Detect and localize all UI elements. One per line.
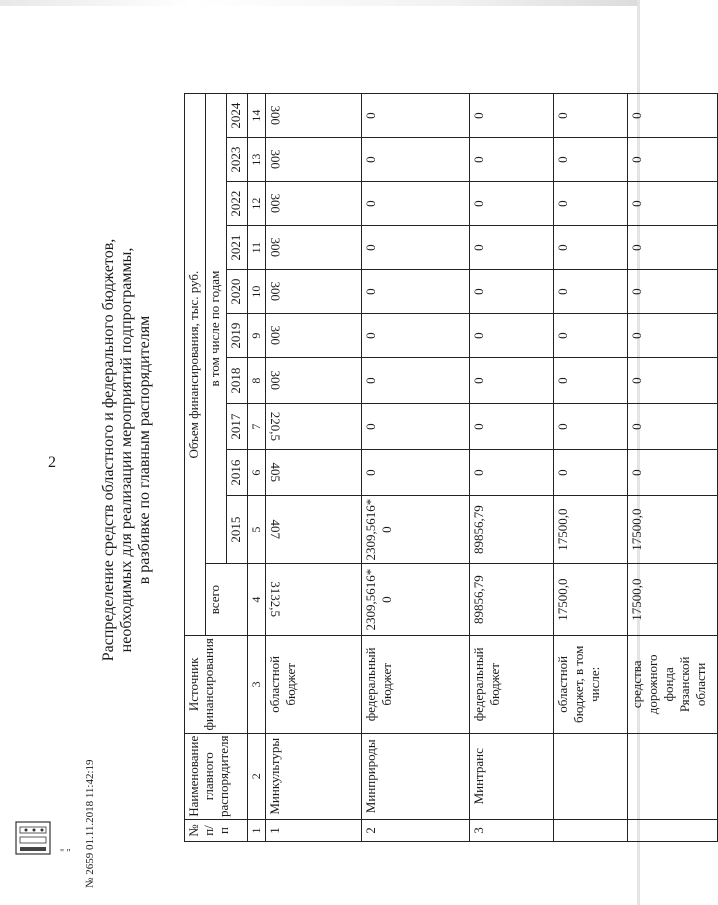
table-row [554,94,628,842]
heading-line-3: в разбивке по главным распорядителям [136,315,153,585]
row-name [628,733,718,819]
column-numbers-row [248,94,266,842]
value-text: 0 [555,288,570,295]
value-text: 0 [471,423,486,430]
value-text: 0 [555,200,570,207]
year-header: 2016 [227,450,248,496]
column-number: 3 [248,636,266,733]
header-by-years: в том числе по годам [206,94,227,564]
value-text: 407 [268,519,283,540]
row-num: 3 [470,820,554,842]
value-text: 0 [471,112,486,119]
document-heading [100,30,154,870]
row-num [554,820,628,842]
value-text: 0 [471,332,486,339]
value-text: 2309,5616* [363,568,378,631]
value-cell [266,94,362,138]
column-number: 2 [248,733,266,819]
value-cell [362,182,470,226]
value-cell [266,182,362,226]
heading-line-2: необходимых для реализации мероприятий подпрограммы, [118,247,135,653]
value-text: 300 [268,325,283,346]
value-text: 2309,5616* [363,498,378,561]
column-number: 8 [248,358,266,404]
value-text: 0 [629,244,644,251]
value-text: 300 [268,193,283,214]
financing-table [184,93,718,842]
year-header: 2020 [227,270,248,314]
year-header: 2017 [227,404,248,450]
value-text: 0 [363,200,378,207]
value-text: 0 [629,288,644,295]
value-cell [554,226,628,270]
value-cell [554,94,628,138]
value-cell [362,270,470,314]
value-text: 300 [268,281,283,302]
column-number: 14 [248,94,266,138]
value-cell [470,182,554,226]
value-cell [266,496,362,564]
year-header: 2021 [227,226,248,270]
value-text: 0 [555,423,570,430]
value-cell [470,270,554,314]
value-cell [362,138,470,182]
value-cell [628,314,718,358]
value-text: 0 [363,244,378,251]
year-header: 2018 [227,358,248,404]
header-name: Наименование главного распорядителя [185,733,248,819]
row-source: федеральный бюджет [470,636,554,733]
value-text: 0 [471,469,486,476]
value-cell [470,314,554,358]
column-number: 4 [248,564,266,636]
value-cell [554,404,628,450]
value-cell [628,496,718,564]
value-cell [266,314,362,358]
value-text: 220,5 [268,411,283,442]
value-cell [470,450,554,496]
year-header: 2015 [227,496,248,564]
year-header: 2024 [227,94,248,138]
value-text: 0 [471,244,486,251]
row-name: Минтранс [470,733,554,819]
page-number: 2 [48,454,56,471]
value-cell [628,358,718,404]
value-cell [470,358,554,404]
value-text-extra: 0 [379,526,394,533]
row-source: федеральный бюджет [362,636,470,733]
value-text: 17500,0 [629,508,644,551]
column-number: 10 [248,270,266,314]
value-text: 300 [268,370,283,391]
heading-line-1: Распределение средств областного и федерального бюджетов, [100,238,117,662]
value-cell [362,450,470,496]
value-text: 0 [363,332,378,339]
value-cell [362,564,470,636]
column-number: 6 [248,450,266,496]
value-text: 0 [363,469,378,476]
value-text: 0 [555,469,570,476]
value-text: 0 [471,377,486,384]
column-number: 7 [248,404,266,450]
value-cell [470,138,554,182]
row-name: Минкультуры [266,733,362,819]
value-cell [628,226,718,270]
value-cell [266,138,362,182]
value-text-extra: 0 [379,596,394,603]
corner-marks: " " [60,848,71,859]
column-number: 13 [248,138,266,182]
stamp-icon [14,818,52,858]
value-cell [362,358,470,404]
value-text: 3132,5 [268,581,283,618]
value-text: 0 [629,423,644,430]
value-text: 0 [363,288,378,295]
row-num [628,820,718,842]
row-source: областной бюджет [266,636,362,733]
value-text: 0 [555,377,570,384]
value-text: 0 [555,156,570,163]
document-signature: № 2659 01.11.2018 11:42:19 [84,759,96,888]
header-volume: Объем финансирования, тыс. руб. [185,94,206,636]
value-cell [628,182,718,226]
value-text: 0 [471,156,486,163]
value-cell [362,94,470,138]
value-cell [628,94,718,138]
year-header: 2022 [227,182,248,226]
value-text: 17500,0 [555,578,570,621]
value-text: 0 [629,156,644,163]
value-cell [266,226,362,270]
table-row [362,94,470,842]
table-row [628,94,718,842]
value-text: 0 [629,377,644,384]
value-text: 17500,0 [629,578,644,621]
row-source: областной бюджет, в том числе: [554,636,628,733]
value-text: 0 [363,112,378,119]
column-number: 1 [248,820,266,842]
value-cell [362,404,470,450]
value-cell [266,270,362,314]
header-num: № п/п [185,820,248,842]
value-cell [362,226,470,270]
value-text: 300 [268,237,283,258]
value-text: 0 [363,377,378,384]
value-text: 300 [268,149,283,170]
value-cell [470,404,554,450]
value-cell [266,450,362,496]
rotated-document [100,30,708,870]
value-cell [470,226,554,270]
value-cell [628,270,718,314]
table-row [266,94,362,842]
column-number: 9 [248,314,266,358]
column-number: 5 [248,496,266,564]
table-row [470,94,554,842]
value-cell [470,564,554,636]
header-total: всего [206,564,248,636]
value-cell [362,496,470,564]
value-text: 0 [555,332,570,339]
header-source: Источник финансирования [185,636,248,733]
value-cell [362,314,470,358]
column-number: 12 [248,182,266,226]
value-text: 405 [268,462,283,483]
value-cell [628,450,718,496]
column-number: 11 [248,226,266,270]
row-name: Минприроды [362,733,470,819]
value-text: 0 [629,469,644,476]
value-cell [554,314,628,358]
value-text: 0 [629,332,644,339]
value-text: 0 [629,200,644,207]
value-cell [470,496,554,564]
value-cell [554,564,628,636]
value-text: 89856,79 [471,575,486,624]
value-cell [628,404,718,450]
value-cell [628,564,718,636]
value-text: 0 [555,112,570,119]
value-cell [554,270,628,314]
value-text: 0 [363,423,378,430]
value-cell [470,94,554,138]
year-header: 2019 [227,314,248,358]
row-source: средства дорожного фонда Рязанской области [628,636,718,733]
value-text: 300 [268,105,283,126]
table-body [248,94,718,842]
value-text: 0 [471,288,486,295]
value-text: 17500,0 [555,508,570,551]
value-text: 0 [629,112,644,119]
value-cell [554,138,628,182]
row-name [554,733,628,819]
value-cell [554,496,628,564]
value-cell [628,138,718,182]
value-text: 89856,79 [471,505,486,554]
row-num: 1 [266,820,362,842]
value-cell [266,358,362,404]
scan-edge-top [0,0,640,6]
value-cell [554,358,628,404]
value-cell [266,404,362,450]
value-cell [266,564,362,636]
value-text: 0 [471,200,486,207]
value-text: 0 [363,156,378,163]
value-text: 0 [555,244,570,251]
year-header: 2023 [227,138,248,182]
value-cell [554,182,628,226]
value-cell [554,450,628,496]
row-num: 2 [362,820,470,842]
